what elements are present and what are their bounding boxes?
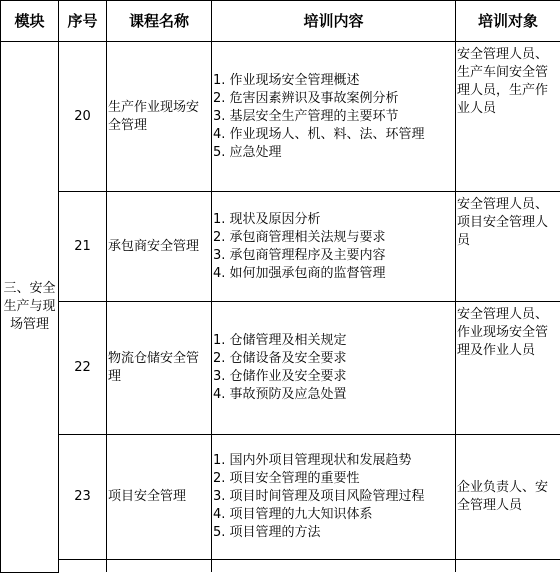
content-line: 1. 国内外项目管理现状和发展趋势 [213, 452, 454, 470]
row-no: 23 [59, 435, 107, 560]
module-cell: 三、安全生产与现场管理 [1, 42, 59, 573]
content-line: 1. 作业现场安全管理概述 [213, 72, 454, 90]
training-target [456, 192, 560, 302]
table-row [1, 192, 560, 302]
course-content [212, 192, 456, 302]
course-content [212, 42, 456, 192]
header-content: 培训内容 [212, 1, 456, 42]
empty-cell [212, 560, 456, 573]
empty-cell [456, 560, 560, 573]
content-line: 3. 承包商管理程序及主要内容 [213, 247, 454, 265]
header-target: 培训对象 [456, 1, 560, 42]
course-content [212, 302, 456, 435]
table-row [1, 42, 560, 192]
training-target [456, 302, 560, 435]
content-line: 1. 现状及原因分析 [213, 211, 454, 229]
row-no: 22 [59, 302, 107, 435]
course-name: 承包商安全管理 [107, 192, 212, 302]
content-line: 5. 项目管理的方法 [213, 524, 454, 542]
empty-cell [59, 560, 107, 573]
empty-cell [107, 560, 212, 573]
course-content [212, 435, 456, 560]
content-line: 2. 仓储设备及安全要求 [213, 350, 454, 368]
course-name: 项目安全管理 [107, 435, 212, 560]
content-line: 4. 事故预防及应急处置 [213, 386, 454, 404]
content-line: 4. 如何加强承包商的监督管理 [213, 265, 454, 283]
content-line: 5. 应急处理 [213, 144, 454, 162]
content-line: 2. 承包商管理相关法规与要求 [213, 229, 454, 247]
target-text: 安全管理人员、项目安全管理人员 [457, 192, 559, 250]
training-target [456, 42, 560, 192]
content-line: 2. 项目安全管理的重要性 [213, 470, 454, 488]
table-row-partial [1, 560, 560, 573]
content-line: 3. 项目时间管理及项目风险管理过程 4. 项目管理的九大知识体系 [213, 488, 454, 524]
row-no: 21 [59, 192, 107, 302]
course-name: 物流仓储安全管理 [107, 302, 212, 435]
header-module: 模块 [1, 1, 59, 42]
target-text: 安全管理人员、作业现场安全管理及作业人员 [457, 302, 559, 360]
header-row [1, 1, 560, 42]
content-line: 4. 作业现场人、机、料、法、环管理 [213, 126, 454, 144]
content-line: 3. 仓储作业及安全要求 [213, 368, 454, 386]
header-course: 课程名称 [107, 1, 212, 42]
content-line: 3. 基层安全生产管理的主要环节 [213, 108, 454, 126]
content-line: 1. 仓储管理及相关规定 [213, 332, 454, 350]
table-row [1, 302, 560, 435]
table-row [1, 435, 560, 560]
row-no: 20 [59, 42, 107, 192]
training-target: 企业负责人、安全管理人员 [456, 435, 560, 560]
target-text: 安全管理人员、生产车间安全管理人员，生产作业人员 [457, 42, 559, 118]
header-no: 序号 [59, 1, 107, 42]
course-name: 生产作业现场安全管理 [107, 42, 212, 192]
content-line: 2. 危害因素辨识及事故案例分析 [213, 90, 454, 108]
